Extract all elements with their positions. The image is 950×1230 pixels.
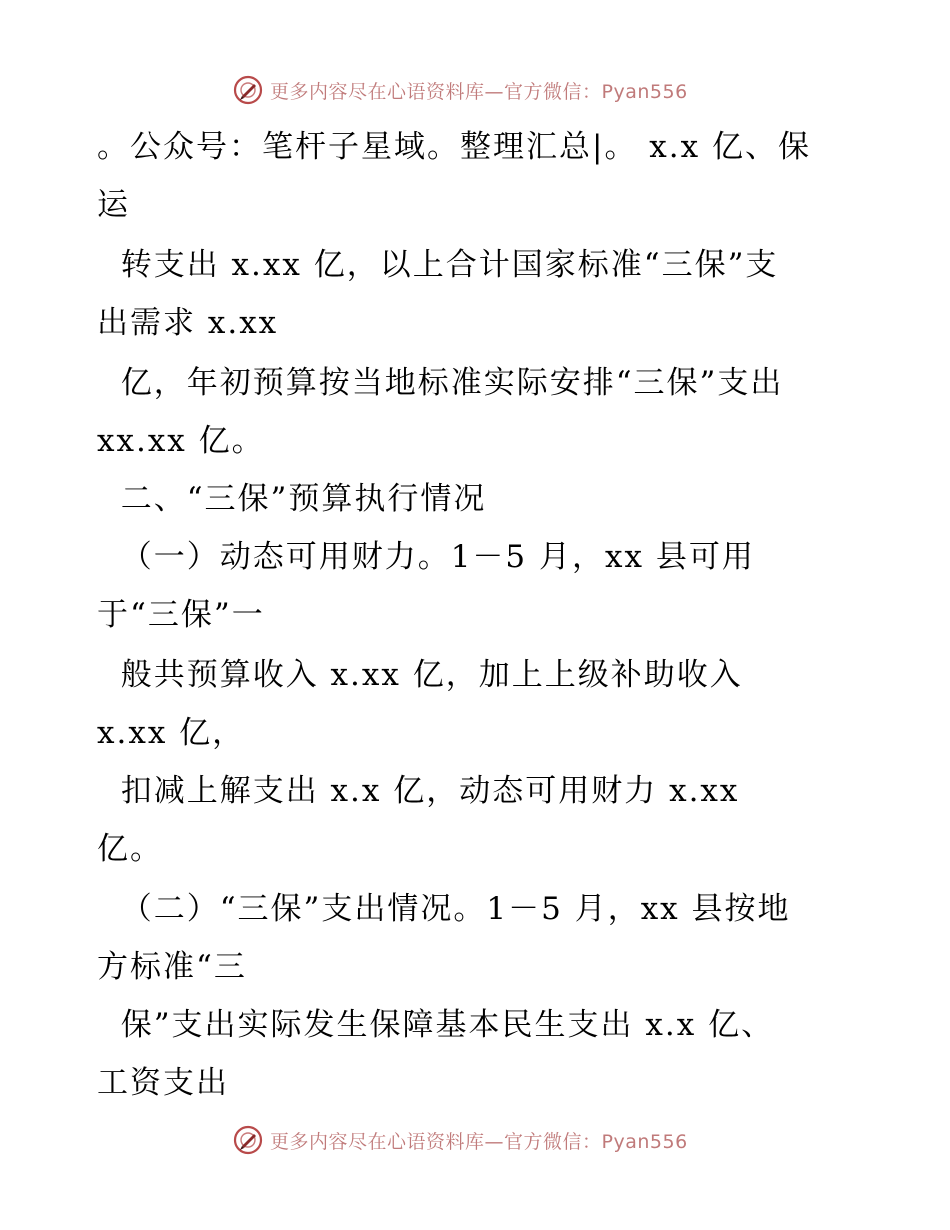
body-line: 亿。: [97, 831, 163, 867]
pen-circle-logo-icon: [232, 74, 264, 106]
body-line: 保”支出实际发生保障基本民生支出 x.x 亿、: [97, 1007, 775, 1043]
body-line: 。公众号：笔杆子星域。整理汇总|。 x.x 亿、保: [97, 129, 811, 165]
watermark-banner-bottom: [0, 1120, 950, 1160]
body-line: 于“三保”一: [97, 597, 265, 633]
body-line: 转支出 x.xx 亿，以上合计国家标准“三保”支: [97, 247, 779, 283]
body-line: x.xx 亿，: [97, 715, 246, 751]
body-line: 运: [97, 187, 130, 223]
body-line: （二）“三保”支出情况。1－5 月，xx 县按地: [97, 891, 791, 927]
body-line: （一）动态可用财力。1－5 月，xx 县可用: [97, 539, 755, 575]
watermark-banner-top: [0, 70, 950, 110]
body-line: 方标准“三: [97, 949, 247, 985]
body-line: 扣减上解支出 x.x 亿，动态可用财力 x.xx: [97, 773, 740, 809]
body-line: xx.xx 亿。: [97, 423, 265, 459]
body-line: 出需求 x.xx: [97, 305, 279, 341]
watermark-text: 更多内容尽在心语资料库—官方微信：Pyan556: [270, 1130, 688, 1153]
body-line: 亿，年初预算按当地标准实际安排“三保”支出: [97, 365, 784, 401]
body-line: 般共预算收入 x.xx 亿，加上上级补助收入: [97, 657, 743, 693]
watermark-text: 更多内容尽在心语资料库—官方微信：Pyan556: [270, 80, 688, 103]
pen-circle-logo-icon: [232, 1124, 264, 1156]
body-line: 工资支出: [97, 1065, 229, 1101]
body-line: 二、“三保”预算执行情况: [97, 481, 487, 517]
